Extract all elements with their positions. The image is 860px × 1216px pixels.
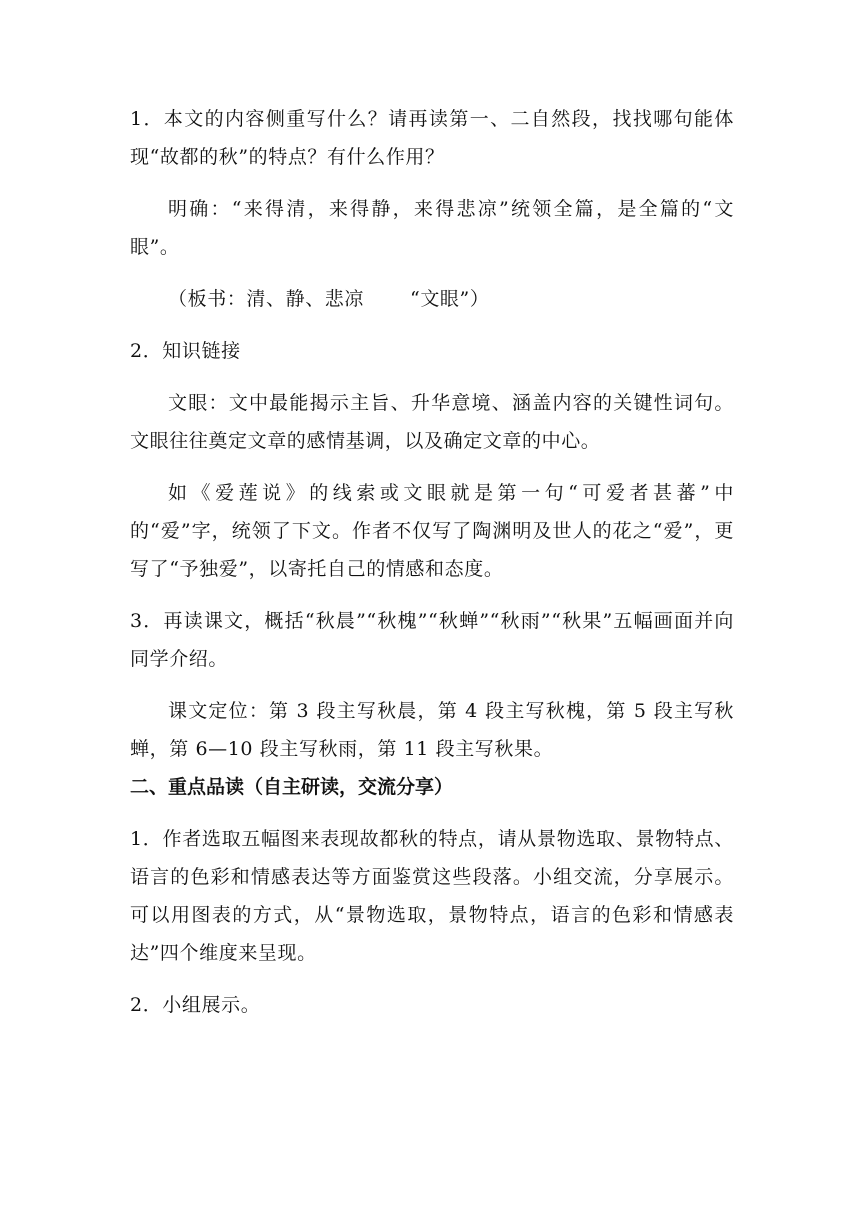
section-2-question-2: 2．小组展示。: [130, 994, 261, 1016]
question-1-answer: 明确：“来得清，来得静，来得悲凉”统领全篇，是全篇的“文眼”。: [130, 198, 734, 258]
document-page: [130, 100, 734, 1024]
knowledge-definition: 文眼：文中最能揭示主旨、升华意境、涵盖内容的关键性词句。文眼往往奠定文章的感情基调，以及确定文章的中心。: [130, 392, 734, 452]
board-notes-left: （板书：清、静、悲凉: [168, 288, 365, 310]
question-1: 1．本文的内容侧重写什么？请再读第一、二自然段，找找哪句能体现“故都的秋”的特点？有什么作用？: [130, 108, 734, 168]
section-2-heading: 二、重点品读（自主研读，交流分享）: [130, 776, 454, 798]
section-2-question-1: 1．作者选取五幅图来表现故都秋的特点，请从景物选取、景物特点、语言的色彩和情感表达等方面鉴赏这些段落。小组交流，分享展示。可以用图表的方式，从“景物选取，景物特点，语言的色彩和情感表达”四个维度来呈现。: [130, 828, 734, 964]
board-notes: [130, 280, 734, 318]
knowledge-example: 如《爱莲说》的线索或文眼就是第一句“可爱者甚蕃”中的“爱”字，统领了下文。作者不仅写了陶渊明及世人的花之“爱”，更写了“予独爱”，以寄托自己的情感和态度。: [130, 482, 734, 580]
question-3: 3．再读课文，概括“秋晨”“秋槐”“秋蝉”“秋雨”“秋果”五幅画面并向同学介绍。: [130, 610, 734, 670]
question-3-answer: 课文定位：第 3 段主写秋晨，第 4 段主写秋槐，第 5 段主写秋蝉，第 6—10 段主写秋雨，第 11 段主写秋果。: [130, 700, 734, 760]
board-notes-right: “文眼”）: [410, 288, 490, 310]
question-2-title: 2．知识链接: [130, 340, 241, 362]
